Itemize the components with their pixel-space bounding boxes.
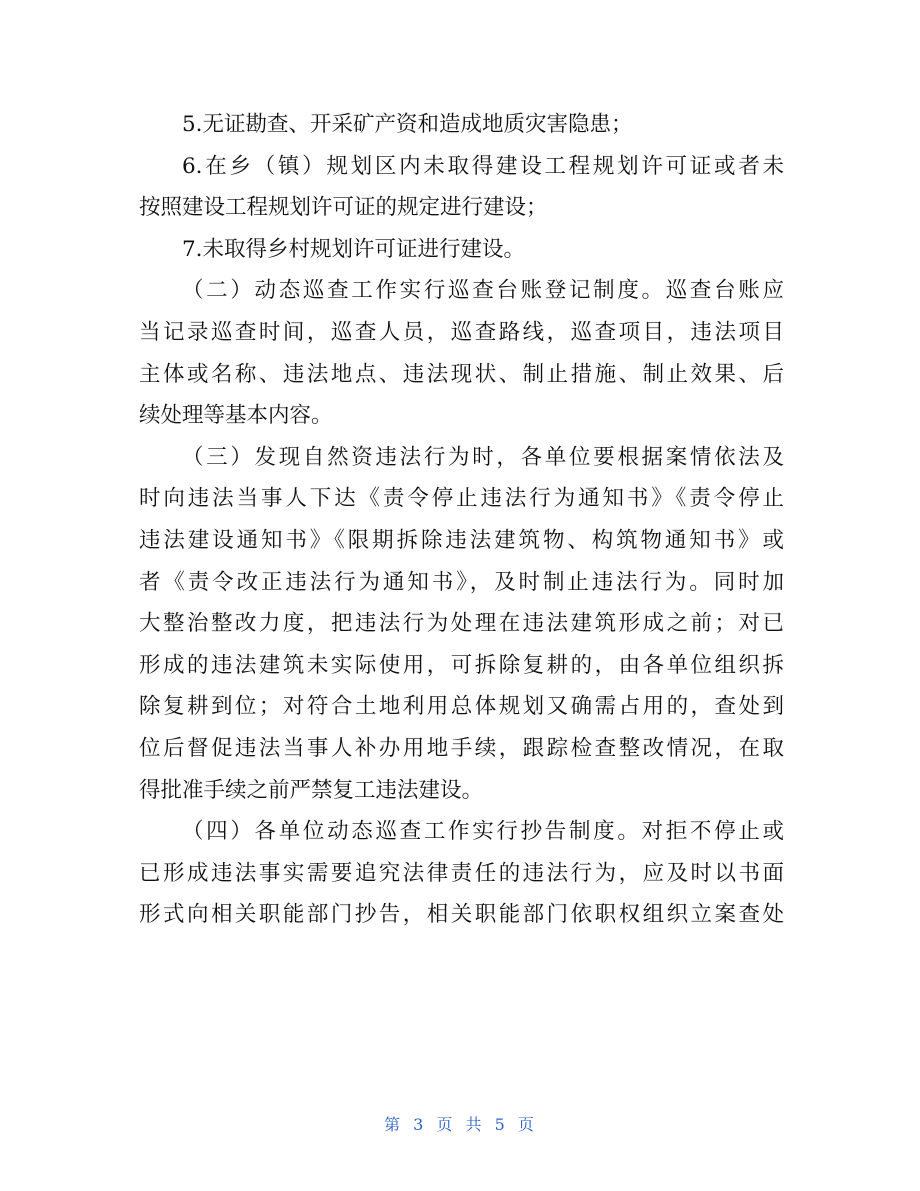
paragraph-2-line-3: 主体或名称、违法地点、违法现状、制止措施、制止效果、后 [139,361,784,387]
paragraph-3-line-2: 时向违法当事人下达《责令停止违法行为通知书》《责令停止 [139,486,784,512]
paragraph-3-line-7: 除复耕到位；对符合土地利用总体规划又确需占用的，查处到 [139,694,784,720]
paragraph-3-line-4: 者《责令改正违法行为通知书》，及时制止违法行为。同时加 [139,569,784,595]
list-item-5: 5.无证勘查、开采矿产资和造成地质灾害隐患； [182,112,633,137]
page-number-footer: 第 3 页 共 5 页 [384,1115,536,1134]
list-item-7: 7.未取得乡村规划许可证进行建设。 [182,236,526,262]
list-item-6-line-2: 按照建设工程规划许可证的规定进行建设； [139,195,548,221]
paragraph-3-line-8: 位后督促违法当事人补办用地手续，跟踪检查整改情况，在取 [139,735,784,761]
paragraph-3-line-9: 得批准手续之前严禁复工违法建设。 [139,777,484,803]
paragraph-2-line-1: （二）动态巡查工作实行巡查台账登记制度。巡查台账应 [182,278,784,304]
list-item-6-line-1: 6.在乡（镇）规划区内未取得建设工程规划许可证或者未 [182,153,784,179]
paragraph-4-line-1: （四）各单位动态巡查工作实行抄告制度。对拒不停止或 [182,819,784,845]
paragraph-3-line-1: （三）发现自然资违法行为时，各单位要根据案情依法及 [182,444,784,470]
paragraph-4-line-2: 已形成违法事实需要追究法律责任的违法行为，应及时以书面 [139,860,784,886]
document-body [139,104,784,936]
paragraph-3-line-6: 形成的违法建筑未实际使用，可拆除复耕的，由各单位组织拆 [139,652,784,678]
paragraph-2-line-4: 续处理等基本内容。 [139,403,333,429]
paragraph-4-line-3: 形式向相关职能部门抄告，相关职能部门依职权组织立案查处 [139,902,784,928]
paragraph-3-line-5: 大整治整改力度，把违法行为处理在违法建筑形成之前；对已 [139,611,784,637]
paragraph-2-line-2: 当记录巡查时间，巡查人员，巡查路线，巡查项目，违法项目 [139,319,784,345]
paragraph-3-line-3: 违法建设通知书》《限期拆除违法建筑物、构筑物通知书》或 [139,527,784,553]
